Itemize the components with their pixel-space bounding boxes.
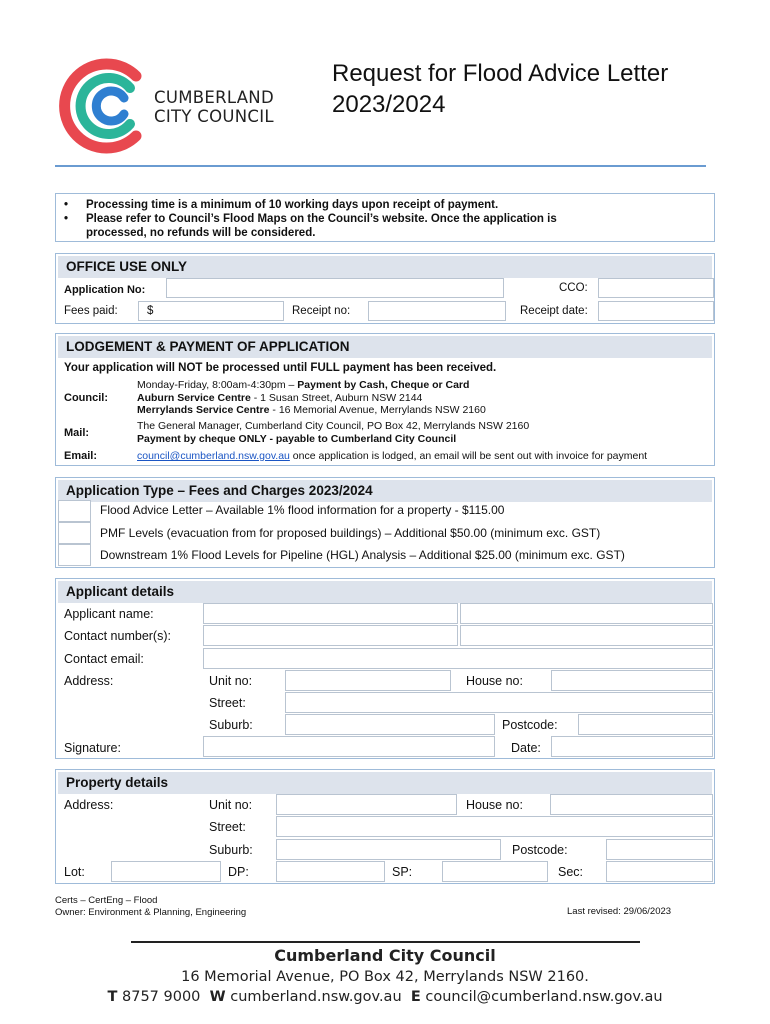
applicant-name-label: Applicant name: (64, 607, 154, 621)
application-no-label: Application No: (64, 284, 146, 296)
receipt-no-field[interactable] (368, 301, 506, 321)
footer-org: Cumberland City Council (274, 946, 496, 965)
footer-divider (131, 941, 640, 943)
mail-label: Mail: (64, 427, 90, 439)
council-logo (58, 58, 298, 154)
note-item: • Processing time is a minimum of 10 working days upon receipt of payment. (64, 199, 499, 211)
property-suburb-label: Suburb: (209, 843, 253, 857)
applicant-name-field[interactable] (203, 603, 458, 624)
sec-label: Sec: (558, 865, 584, 879)
option-label: Downstream 1% Flood Levels for Pipeline (HGL) Analysis – Additional $25.00 (minimum exc. GST) (100, 548, 625, 562)
mail-details: The General Manager, Cumberland City Council, PO Box 42, Merrylands NSW 2160 Payment by cheque ONLY - payable to Cumberland City Council (137, 420, 530, 445)
option-label: Flood Advice Letter – Available 1% flood information for a property - $115.00 (100, 503, 505, 517)
sec-field[interactable] (606, 861, 713, 882)
council-label: Council: (64, 392, 108, 404)
office-use-section (55, 253, 715, 324)
section-title: Application Type – Fees and Charges 2023/2024 (58, 480, 712, 502)
date-label: Date: (511, 741, 541, 755)
postcode-label: Postcode: (502, 718, 558, 732)
property-suburb-field[interactable] (276, 839, 501, 860)
signature-label: Signature: (64, 741, 121, 755)
house-no-field[interactable] (551, 670, 713, 691)
document-meta (55, 895, 246, 918)
email-label: Email: (64, 450, 98, 462)
property-unit-no-label: Unit no: (209, 798, 253, 812)
dp-label: DP: (228, 865, 249, 879)
signature-field[interactable] (203, 736, 495, 757)
header-divider (55, 165, 706, 167)
option-label: PMF Levels (evacuation from for proposed buildings) – Additional $50.00 (minimum exc. GST) (100, 526, 601, 540)
council-email-link[interactable]: council@cumberland.nsw.gov.au (137, 450, 290, 462)
page-title: Request for Flood Advice Letter 2023/2024 (332, 60, 669, 118)
logo-line1: CUMBERLAND (154, 88, 274, 107)
fees-paid-label: Fees paid: (64, 305, 118, 317)
notes-box (55, 193, 715, 242)
note-item: processed, no refunds will be considered. (86, 227, 316, 239)
contact-number-field[interactable] (203, 625, 458, 646)
section-title: OFFICE USE ONLY (58, 256, 712, 278)
owner-text: Owner: Environment & Planning, Engineering (55, 906, 247, 918)
logo-line2: CITY COUNCIL (154, 107, 274, 126)
payment-warning: Your application will NOT be processed until FULL payment has been received. (64, 362, 497, 374)
suburb-label: Suburb: (209, 718, 253, 732)
property-house-no-label: House no: (466, 798, 523, 812)
contact-number-label: Contact number(s): (64, 629, 171, 643)
footer-email[interactable]: council@cumberland.nsw.gov.au (425, 989, 663, 1005)
address-label: Address: (64, 674, 114, 688)
unit-no-label: Unit no: (209, 674, 253, 688)
cco-field[interactable] (598, 278, 714, 298)
cco-label: CCO: (559, 282, 588, 294)
option-checkbox[interactable] (58, 522, 91, 544)
property-postcode-label: Postcode: (512, 843, 568, 857)
property-section (55, 769, 715, 884)
email-details: council@cumberland.nsw.gov.au once application is lodged, an email will be sent out with invoice for payment (137, 450, 648, 462)
property-house-no-field[interactable] (550, 794, 713, 815)
suburb-field[interactable] (285, 714, 495, 735)
footer-phone: 8757 9000 (122, 989, 201, 1005)
house-no-label: House no: (466, 674, 523, 688)
section-title: Property details (58, 772, 712, 794)
sp-field[interactable] (442, 861, 548, 882)
option-checkbox[interactable] (58, 500, 91, 522)
contact-email-label: Contact email: (64, 652, 144, 666)
note-item: • Please refer to Council’s Flood Maps on the Council’s website. Once the application is (64, 213, 557, 225)
certs-text: Certs – CertEng – Flood (55, 895, 158, 906)
application-type-section (55, 477, 715, 568)
contact-email-field[interactable] (203, 648, 713, 669)
property-address-label: Address: (64, 798, 114, 812)
receipt-date-label: Receipt date: (520, 305, 588, 317)
lot-field[interactable] (111, 861, 221, 882)
unit-no-field[interactable] (285, 670, 451, 691)
footer-address: 16 Memorial Avenue, PO Box 42, Merrylands NSW 2160. (181, 969, 589, 985)
footer-website[interactable]: cumberland.nsw.gov.au (230, 989, 402, 1005)
applicant-name-field-2[interactable] (460, 603, 713, 624)
sp-label: SP: (392, 865, 413, 879)
logo-mark-icon (58, 58, 158, 154)
application-no-field[interactable] (166, 278, 504, 298)
fees-paid-field[interactable]: $ (138, 301, 284, 321)
section-title: Applicant details (58, 581, 712, 603)
street-field[interactable] (285, 692, 713, 713)
receipt-no-label: Receipt no: (292, 305, 351, 317)
footer-contacts: T 8757 9000 W cumberland.nsw.gov.au E council@cumberland.nsw.gov.au (107, 989, 663, 1005)
applicant-section (55, 578, 715, 759)
postcode-field[interactable] (578, 714, 713, 735)
receipt-date-field[interactable] (598, 301, 714, 321)
dp-field[interactable] (276, 861, 385, 882)
council-details: Monday-Friday, 8:00am-4:30pm – Payment by Cash, Cheque or Card Auburn Service Centre - 1 Susan Street, Auburn NSW 2144 Merrylands Service Centre - 16 Memorial Avenue, Merrylands NSW 2160 (137, 379, 486, 416)
lodgement-section (55, 333, 715, 466)
property-street-label: Street: (209, 820, 246, 834)
lot-label: Lot: (64, 865, 85, 879)
last-revised: Last revised: 29/06/2023 (567, 906, 672, 917)
street-label: Street: (209, 696, 246, 710)
contact-number-field-2[interactable] (460, 625, 713, 646)
property-postcode-field[interactable] (606, 839, 713, 860)
date-field[interactable] (551, 736, 713, 757)
section-title: LODGEMENT & PAYMENT OF APPLICATION (58, 336, 712, 358)
option-checkbox[interactable] (58, 544, 91, 566)
property-street-field[interactable] (276, 816, 713, 837)
property-unit-no-field[interactable] (276, 794, 457, 815)
